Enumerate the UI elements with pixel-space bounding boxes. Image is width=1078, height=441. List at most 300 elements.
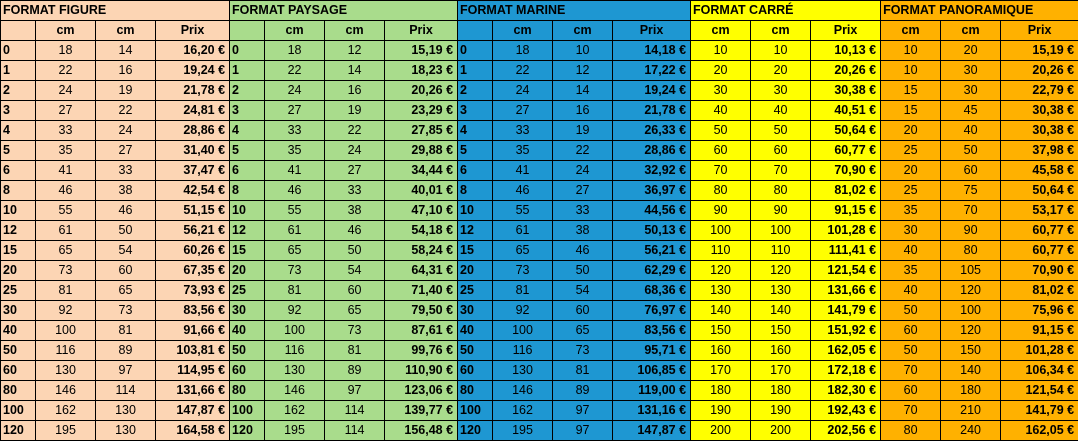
size-index-cell: 8	[230, 181, 265, 201]
price-cell: 164,58 €	[156, 421, 230, 441]
column-label: cm	[553, 21, 613, 41]
price-cell: 83,56 €	[613, 321, 691, 341]
dimension-cell: 120	[691, 261, 751, 281]
price-cell: 103,81 €	[156, 341, 230, 361]
size-index-cell: 80	[230, 381, 265, 401]
size-index-cell: 5	[458, 141, 493, 161]
dimension-cell: 170	[751, 361, 811, 381]
column-label: cm	[691, 21, 751, 41]
size-index-cell: 80	[458, 381, 493, 401]
price-cell: 106,34 €	[1001, 361, 1078, 381]
dimension-cell: 15	[881, 101, 941, 121]
dimension-cell: 40	[881, 281, 941, 301]
price-cell: 56,21 €	[613, 241, 691, 261]
dimension-cell: 22	[36, 61, 96, 81]
column-label	[458, 21, 493, 41]
dimension-cell: 41	[493, 161, 553, 181]
size-index-cell: 3	[230, 101, 265, 121]
dimension-cell: 130	[96, 401, 156, 421]
size-index-cell: 12	[1, 221, 36, 241]
dimension-cell: 61	[265, 221, 325, 241]
size-index-cell: 10	[230, 201, 265, 221]
table-row	[1, 101, 1078, 121]
column-label: cm	[96, 21, 156, 41]
price-cell: 53,17 €	[1001, 201, 1078, 221]
price-cell: 37,47 €	[156, 161, 230, 181]
size-index-cell: 20	[1, 261, 36, 281]
price-cell: 54,18 €	[385, 221, 458, 241]
price-cell: 162,05 €	[811, 341, 881, 361]
dimension-cell: 162	[265, 401, 325, 421]
price-cell: 40,51 €	[811, 101, 881, 121]
price-cell: 31,40 €	[156, 141, 230, 161]
size-index-cell: 12	[230, 221, 265, 241]
dimension-cell: 195	[36, 421, 96, 441]
dimension-cell: 35	[265, 141, 325, 161]
dimension-cell: 60	[691, 141, 751, 161]
dimension-cell: 50	[691, 121, 751, 141]
dimension-cell: 50	[553, 261, 613, 281]
dimension-cell: 46	[96, 201, 156, 221]
price-cell: 119,00 €	[613, 381, 691, 401]
dimension-cell: 114	[325, 421, 385, 441]
dimension-cell: 25	[881, 141, 941, 161]
dimension-cell: 50	[881, 301, 941, 321]
dimension-cell: 35	[493, 141, 553, 161]
dimension-cell: 24	[493, 81, 553, 101]
table-row	[1, 421, 1078, 441]
price-cell: 192,43 €	[811, 401, 881, 421]
price-cell: 95,71 €	[613, 341, 691, 361]
table-row	[1, 201, 1078, 221]
dimension-cell: 146	[265, 381, 325, 401]
price-cell: 30,38 €	[1001, 101, 1078, 121]
dimension-cell: 12	[553, 61, 613, 81]
dimension-cell: 120	[941, 281, 1001, 301]
dimension-cell: 80	[691, 181, 751, 201]
dimension-cell: 110	[751, 241, 811, 261]
dimension-cell: 33	[325, 181, 385, 201]
dimension-cell: 120	[941, 321, 1001, 341]
dimension-cell: 65	[96, 281, 156, 301]
price-cell: 131,66 €	[156, 381, 230, 401]
dimension-cell: 30	[941, 61, 1001, 81]
dimension-cell: 22	[265, 61, 325, 81]
price-cell: 27,85 €	[385, 121, 458, 141]
dimension-cell: 41	[36, 161, 96, 181]
price-cell: 83,56 €	[156, 301, 230, 321]
dimension-cell: 65	[325, 301, 385, 321]
dimension-cell: 18	[36, 41, 96, 61]
dimension-cell: 190	[751, 401, 811, 421]
price-cell: 79,50 €	[385, 301, 458, 321]
column-label: cm	[881, 21, 941, 41]
size-index-cell: 5	[230, 141, 265, 161]
size-index-cell: 120	[458, 421, 493, 441]
dimension-cell: 27	[493, 101, 553, 121]
dimension-cell: 92	[493, 301, 553, 321]
size-index-cell: 6	[1, 161, 36, 181]
dimension-cell: 35	[881, 261, 941, 281]
dimension-cell: 105	[941, 261, 1001, 281]
price-cell: 60,77 €	[811, 141, 881, 161]
price-cell: 16,20 €	[156, 41, 230, 61]
dimension-cell: 150	[751, 321, 811, 341]
price-cell: 60,26 €	[156, 241, 230, 261]
dimension-cell: 80	[751, 181, 811, 201]
price-cell: 50,64 €	[811, 121, 881, 141]
price-cell: 141,79 €	[1001, 401, 1078, 421]
dimension-cell: 24	[553, 161, 613, 181]
dimension-cell: 30	[881, 221, 941, 241]
dimension-cell: 160	[751, 341, 811, 361]
dimension-cell: 140	[941, 361, 1001, 381]
price-cell: 75,96 €	[1001, 301, 1078, 321]
size-index-cell: 10	[1, 201, 36, 221]
dimension-cell: 61	[36, 221, 96, 241]
dimension-cell: 27	[265, 101, 325, 121]
dimension-cell: 22	[553, 141, 613, 161]
price-cell: 42,54 €	[156, 181, 230, 201]
price-cell: 20,26 €	[811, 61, 881, 81]
price-cell: 81,02 €	[1001, 281, 1078, 301]
format-title-row	[1, 1, 1078, 21]
dimension-cell: 116	[493, 341, 553, 361]
price-cell: 147,87 €	[613, 421, 691, 441]
size-index-cell: 6	[458, 161, 493, 181]
size-index-cell: 100	[458, 401, 493, 421]
dimension-cell: 81	[96, 321, 156, 341]
size-index-cell: 0	[1, 41, 36, 61]
dimension-cell: 20	[941, 41, 1001, 61]
size-index-cell: 30	[230, 301, 265, 321]
column-label	[1, 21, 36, 41]
price-cell: 131,16 €	[613, 401, 691, 421]
price-cell: 156,48 €	[385, 421, 458, 441]
price-cell: 123,06 €	[385, 381, 458, 401]
dimension-cell: 210	[941, 401, 1001, 421]
dimension-cell: 60	[325, 281, 385, 301]
dimension-cell: 27	[36, 101, 96, 121]
dimension-cell: 41	[265, 161, 325, 181]
table-row	[1, 261, 1078, 281]
dimension-cell: 50	[751, 121, 811, 141]
price-cell: 67,35 €	[156, 261, 230, 281]
dimension-cell: 10	[881, 61, 941, 81]
size-index-cell: 0	[458, 41, 493, 61]
dimension-cell: 33	[553, 201, 613, 221]
dimension-cell: 22	[96, 101, 156, 121]
dimension-cell: 12	[325, 41, 385, 61]
table-row	[1, 241, 1078, 261]
column-label: cm	[751, 21, 811, 41]
size-index-cell: 5	[1, 141, 36, 161]
price-cell: 21,78 €	[156, 81, 230, 101]
size-index-cell: 40	[1, 321, 36, 341]
dimension-cell: 14	[325, 61, 385, 81]
dimension-cell: 130	[691, 281, 751, 301]
size-index-cell: 100	[1, 401, 36, 421]
dimension-cell: 33	[265, 121, 325, 141]
dimension-cell: 97	[553, 401, 613, 421]
dimension-cell: 55	[265, 201, 325, 221]
dimension-cell: 20	[691, 61, 751, 81]
price-cell: 28,86 €	[156, 121, 230, 141]
dimension-cell: 24	[96, 121, 156, 141]
dimension-cell: 10	[881, 41, 941, 61]
size-index-cell: 2	[230, 81, 265, 101]
dimension-cell: 170	[691, 361, 751, 381]
price-cell: 50,64 €	[1001, 181, 1078, 201]
dimension-cell: 16	[553, 101, 613, 121]
dimension-cell: 33	[36, 121, 96, 141]
dimension-cell: 24	[36, 81, 96, 101]
size-index-cell: 60	[1, 361, 36, 381]
dimension-cell: 116	[36, 341, 96, 361]
table-row	[1, 81, 1078, 101]
dimension-cell: 10	[751, 41, 811, 61]
dimension-cell: 19	[96, 81, 156, 101]
table-row	[1, 341, 1078, 361]
dimension-cell: 38	[553, 221, 613, 241]
dimension-cell: 65	[553, 321, 613, 341]
dimension-cell: 116	[265, 341, 325, 361]
dimension-cell: 15	[881, 81, 941, 101]
dimension-cell: 50	[325, 241, 385, 261]
size-index-cell: 30	[458, 301, 493, 321]
dimension-cell: 60	[553, 301, 613, 321]
price-cell: 60,77 €	[1001, 221, 1078, 241]
dimension-cell: 60	[881, 321, 941, 341]
table-row	[1, 361, 1078, 381]
dimension-cell: 92	[36, 301, 96, 321]
dimension-cell: 81	[553, 361, 613, 381]
price-cell: 15,19 €	[385, 41, 458, 61]
price-cell: 91,15 €	[1001, 321, 1078, 341]
price-cell: 139,77 €	[385, 401, 458, 421]
size-index-cell: 25	[230, 281, 265, 301]
price-cell: 19,24 €	[613, 81, 691, 101]
price-cell: 47,10 €	[385, 201, 458, 221]
dimension-cell: 89	[96, 341, 156, 361]
dimension-cell: 120	[751, 261, 811, 281]
dimension-cell: 110	[691, 241, 751, 261]
column-label: cm	[36, 21, 96, 41]
dimension-cell: 40	[751, 101, 811, 121]
dimension-cell: 89	[553, 381, 613, 401]
size-index-cell: 20	[458, 261, 493, 281]
dimension-cell: 61	[493, 221, 553, 241]
size-index-cell: 15	[1, 241, 36, 261]
price-cell: 10,13 €	[811, 41, 881, 61]
dimension-cell: 130	[96, 421, 156, 441]
size-index-cell: 120	[230, 421, 265, 441]
dimension-cell: 46	[36, 181, 96, 201]
price-cell: 14,18 €	[613, 41, 691, 61]
dimension-cell: 60	[751, 141, 811, 161]
table-row	[1, 301, 1078, 321]
dimension-cell: 114	[96, 381, 156, 401]
price-cell: 17,22 €	[613, 61, 691, 81]
price-cell: 30,38 €	[1001, 121, 1078, 141]
dimension-cell: 97	[96, 361, 156, 381]
price-cell: 121,54 €	[1001, 381, 1078, 401]
dimension-cell: 162	[36, 401, 96, 421]
price-cell: 24,81 €	[156, 101, 230, 121]
price-cell: 45,58 €	[1001, 161, 1078, 181]
dimension-cell: 38	[325, 201, 385, 221]
column-label-row	[1, 21, 1078, 41]
size-index-cell: 8	[1, 181, 36, 201]
size-index-cell: 1	[1, 61, 36, 81]
size-index-cell: 3	[458, 101, 493, 121]
dimension-cell: 81	[493, 281, 553, 301]
price-cell: 114,95 €	[156, 361, 230, 381]
dimension-cell: 54	[553, 281, 613, 301]
dimension-cell: 80	[881, 421, 941, 441]
price-cell: 51,15 €	[156, 201, 230, 221]
table-row	[1, 121, 1078, 141]
size-index-cell: 12	[458, 221, 493, 241]
dimension-cell: 180	[941, 381, 1001, 401]
size-index-cell: 4	[1, 121, 36, 141]
dimension-cell: 180	[751, 381, 811, 401]
column-label: Prix	[811, 21, 881, 41]
price-cell: 37,98 €	[1001, 141, 1078, 161]
price-cell: 70,90 €	[1001, 261, 1078, 281]
size-index-cell: 20	[230, 261, 265, 281]
price-cell: 76,97 €	[613, 301, 691, 321]
price-cell: 36,97 €	[613, 181, 691, 201]
column-label: Prix	[613, 21, 691, 41]
dimension-cell: 73	[325, 321, 385, 341]
dimension-cell: 162	[493, 401, 553, 421]
size-index-cell: 6	[230, 161, 265, 181]
size-index-cell: 50	[1, 341, 36, 361]
price-cell: 101,28 €	[1001, 341, 1078, 361]
table-row	[1, 141, 1078, 161]
format-marine-title: FORMAT MARINE	[458, 1, 691, 21]
price-cell: 28,86 €	[613, 141, 691, 161]
dimension-cell: 14	[96, 41, 156, 61]
size-index-cell: 60	[230, 361, 265, 381]
price-cell: 32,92 €	[613, 161, 691, 181]
size-index-cell: 15	[230, 241, 265, 261]
dimension-cell: 180	[691, 381, 751, 401]
column-label: Prix	[385, 21, 458, 41]
price-cell: 121,54 €	[811, 261, 881, 281]
table-row	[1, 161, 1078, 181]
table-row	[1, 381, 1078, 401]
price-cell: 26,33 €	[613, 121, 691, 141]
dimension-cell: 54	[96, 241, 156, 261]
dimension-cell: 33	[493, 121, 553, 141]
table-row	[1, 401, 1078, 421]
dimension-cell: 89	[325, 361, 385, 381]
dimension-cell: 70	[881, 401, 941, 421]
size-index-cell: 1	[458, 61, 493, 81]
dimension-cell: 60	[881, 381, 941, 401]
dimension-cell: 75	[941, 181, 1001, 201]
price-cell: 29,88 €	[385, 141, 458, 161]
dimension-cell: 60	[96, 261, 156, 281]
price-cell: 172,18 €	[811, 361, 881, 381]
size-index-cell: 120	[1, 421, 36, 441]
dimension-cell: 30	[691, 81, 751, 101]
price-cell: 20,26 €	[385, 81, 458, 101]
price-cell: 60,77 €	[1001, 241, 1078, 261]
price-cell: 99,76 €	[385, 341, 458, 361]
dimension-cell: 81	[36, 281, 96, 301]
price-cell: 91,15 €	[811, 201, 881, 221]
column-label: cm	[325, 21, 385, 41]
size-index-cell: 15	[458, 241, 493, 261]
format-carre-title: FORMAT CARRÉ	[691, 1, 881, 21]
size-index-cell: 30	[1, 301, 36, 321]
size-index-cell: 25	[1, 281, 36, 301]
dimension-cell: 130	[265, 361, 325, 381]
table-row	[1, 61, 1078, 81]
dimension-cell: 54	[325, 261, 385, 281]
price-cell: 18,23 €	[385, 61, 458, 81]
dimension-cell: 190	[691, 401, 751, 421]
price-cell: 44,56 €	[613, 201, 691, 221]
dimension-cell: 20	[881, 121, 941, 141]
dimension-cell: 150	[941, 341, 1001, 361]
price-cell: 111,41 €	[811, 241, 881, 261]
dimension-cell: 92	[265, 301, 325, 321]
size-index-cell: 2	[1, 81, 36, 101]
price-cell: 22,79 €	[1001, 81, 1078, 101]
dimension-cell: 73	[265, 261, 325, 281]
price-cell: 141,79 €	[811, 301, 881, 321]
dimension-cell: 18	[493, 41, 553, 61]
dimension-cell: 30	[751, 81, 811, 101]
price-cell: 73,93 €	[156, 281, 230, 301]
dimension-cell: 30	[941, 81, 1001, 101]
price-cell: 182,30 €	[811, 381, 881, 401]
dimension-cell: 70	[751, 161, 811, 181]
price-cell: 162,05 €	[1001, 421, 1078, 441]
price-cell: 23,29 €	[385, 101, 458, 121]
dimension-cell: 50	[881, 341, 941, 361]
column-label: cm	[265, 21, 325, 41]
column-label: Prix	[1001, 21, 1078, 41]
dimension-cell: 130	[493, 361, 553, 381]
table-row	[1, 321, 1078, 341]
dimension-cell: 70	[941, 201, 1001, 221]
column-label: cm	[941, 21, 1001, 41]
dimension-cell: 97	[325, 381, 385, 401]
table-row	[1, 221, 1078, 241]
table-row	[1, 281, 1078, 301]
column-label	[230, 21, 265, 41]
dimension-cell: 16	[96, 61, 156, 81]
dimension-cell: 20	[751, 61, 811, 81]
dimension-cell: 70	[881, 361, 941, 381]
dimension-cell: 35	[36, 141, 96, 161]
dimension-cell: 97	[553, 421, 613, 441]
price-cell: 56,21 €	[156, 221, 230, 241]
price-cell: 70,90 €	[811, 161, 881, 181]
price-cell: 68,36 €	[613, 281, 691, 301]
price-cell: 34,44 €	[385, 161, 458, 181]
dimension-cell: 18	[265, 41, 325, 61]
price-cell: 20,26 €	[1001, 61, 1078, 81]
format-paysage-title: FORMAT PAYSAGE	[230, 1, 458, 21]
price-cell: 106,85 €	[613, 361, 691, 381]
table-body	[1, 41, 1078, 441]
